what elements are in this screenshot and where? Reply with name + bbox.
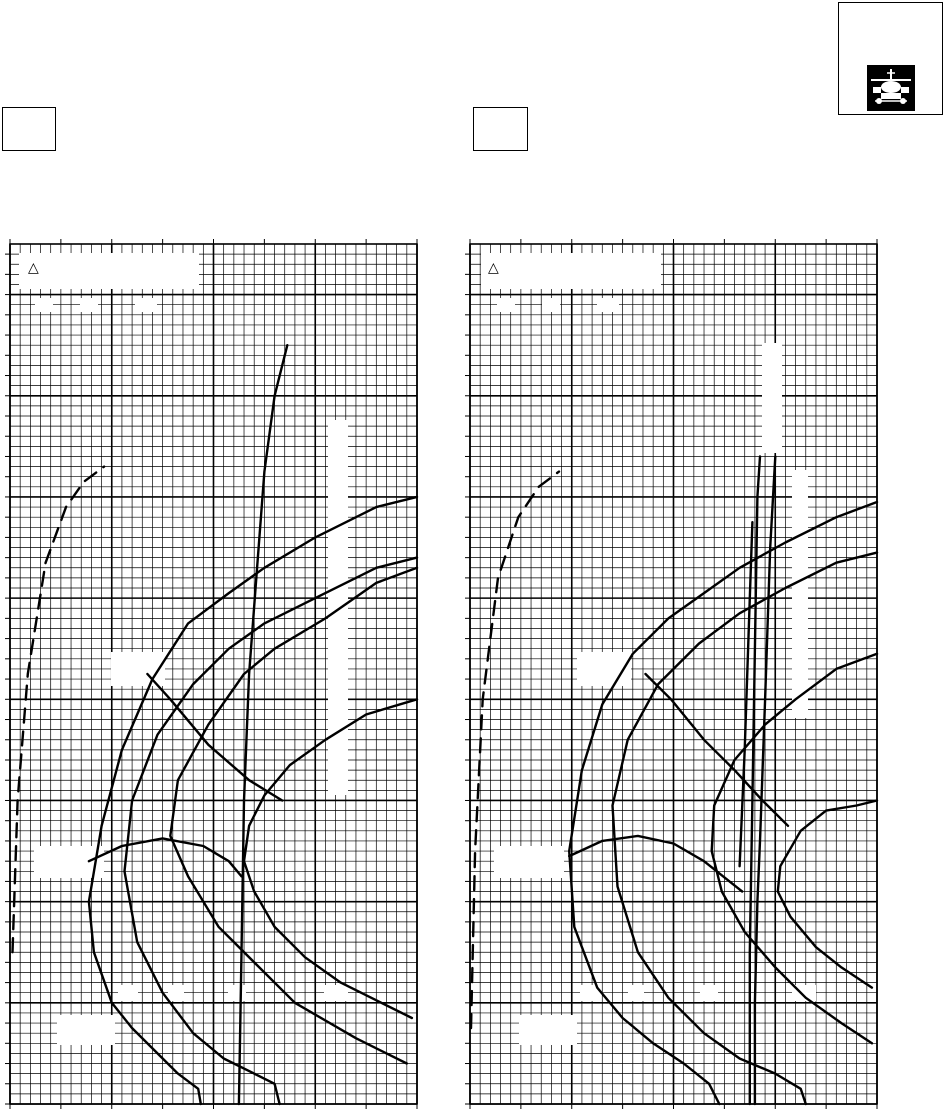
- label-mask: [494, 846, 564, 878]
- label-mask: [324, 985, 348, 1001]
- label-mask: [497, 298, 515, 312]
- label-mask: [118, 985, 138, 1001]
- label-mask: [35, 298, 53, 312]
- series-8-line: [778, 801, 877, 988]
- label-mask: [135, 298, 157, 312]
- series-7-line: [147, 674, 282, 801]
- label-mask: [597, 298, 619, 312]
- label-mask: [328, 420, 348, 795]
- label-mask: [19, 253, 199, 289]
- series-2-line: [239, 345, 287, 1104]
- legend-delta-symbol: △: [28, 259, 39, 275]
- label-mask: [168, 985, 184, 1001]
- label-mask: [628, 985, 644, 1001]
- label-mask: [542, 298, 560, 312]
- label-mask: [111, 652, 165, 686]
- series-5-line: [170, 568, 417, 1064]
- label-mask: [481, 253, 661, 289]
- series-4-line: [740, 522, 753, 866]
- label-mask: [519, 1015, 577, 1045]
- legend-delta-symbol: △: [488, 259, 499, 275]
- label-mask: [792, 470, 808, 718]
- label-mask: [80, 298, 98, 312]
- label-mask: [700, 985, 718, 1001]
- series-5-line: [569, 502, 877, 1104]
- series-10-line: [569, 836, 742, 892]
- label-mask: [762, 343, 782, 453]
- label-mask: [228, 985, 246, 1001]
- label-mask: [57, 1015, 115, 1045]
